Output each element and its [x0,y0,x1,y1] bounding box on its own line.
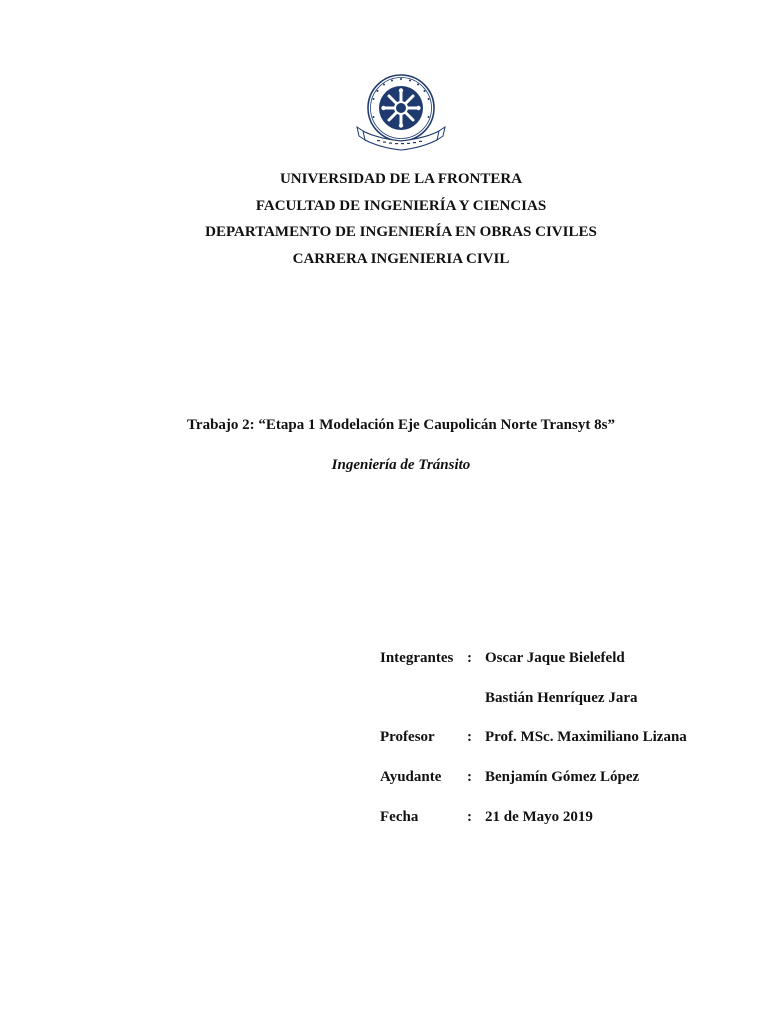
document-title: Trabajo 2: “Etapa 1 Modelación Eje Caupolicán Norte Transyt 8s” [187,417,615,433]
career-name: CARRERA INGENIERIA CIVIL [292,250,510,267]
info-label: Fecha [380,808,419,825]
info-value: Benjamín Gómez López [485,769,640,786]
info-value: 21 de Mayo 2019 [485,808,593,825]
info-colon: : [467,769,472,786]
info-value: Oscar Jaque Bielefeld [485,650,625,666]
faculty-name: FACULTAD DE INGENIERÍA Y CIENCIAS [255,197,547,214]
university-name: UNIVERSIDAD DE LA FRONTERA [279,171,523,187]
university-seal-icon [355,70,447,154]
info-value: Prof. MSc. Maximiliano Lizana [485,729,687,746]
info-label: Profesor [380,729,435,746]
info-colon: : [467,650,472,666]
info-colon: : [467,729,472,746]
institution-header [0,166,768,272]
info-label: Integrantes [380,650,454,666]
info-label: Ayudante [380,769,442,786]
info-value: Bastián Henríquez Jara [485,689,638,706]
department-name: DEPARTAMENTO DE INGENIERÍA EN OBRAS CIVILES [205,224,597,240]
info-colon: : [467,808,472,825]
course-subject: Ingeniería de Tránsito [331,457,471,473]
